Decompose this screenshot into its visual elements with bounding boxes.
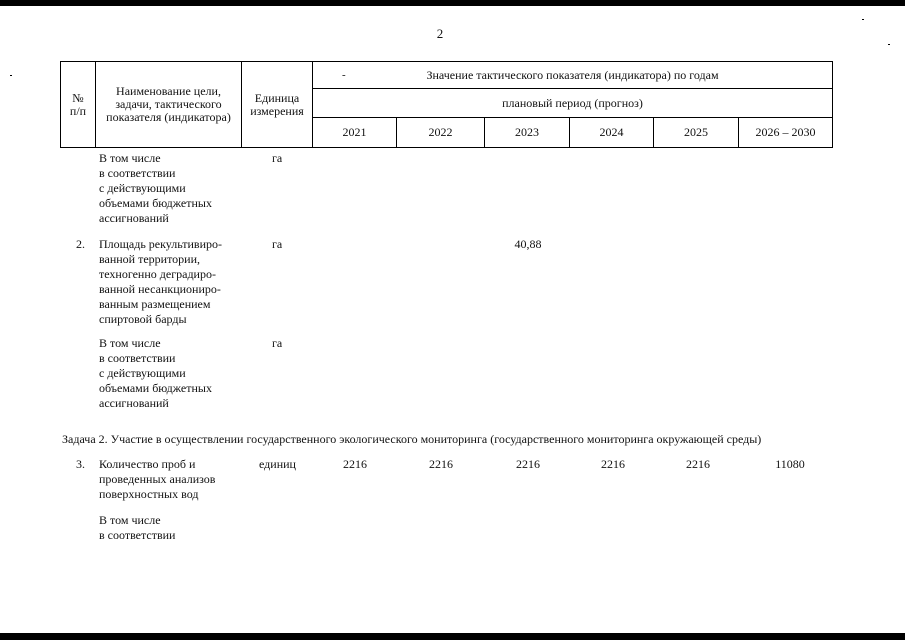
row-name-line: спиртовой барды [99,312,187,326]
row-value-2026-2030: 11080 [775,457,805,471]
row-value-2025: 2216 [686,457,710,471]
row-name-line: проведенных анализов [99,472,216,486]
header-text: Наименование цели, [116,84,221,98]
row-value-2023: 2216 [516,457,540,471]
header-dash: - [342,69,346,81]
header-year: 2025 [654,118,739,148]
header-text: Единица [254,90,300,105]
row-name [99,237,249,327]
row-number: 3. [76,457,85,471]
header-text: показателя (индикатора) [106,110,231,124]
row-name-line: В том числе [99,336,161,350]
row-number: 2. [76,237,85,251]
header-year: 2022 [397,118,485,148]
row-unit: га [272,336,283,350]
row-name [99,513,249,543]
header-year: 2024 [570,118,654,148]
row-name-line: ванной несанкциониро- [99,282,221,296]
row-name-line: В том числе [99,513,161,527]
row-unit: единиц [259,457,296,471]
row-name [99,457,249,502]
header-year: 2026 – 2030 [739,118,833,148]
row-unit: га [272,237,283,251]
header-unit-col [242,62,313,148]
header-number-col [61,62,96,148]
row-name-line: в соответствии [99,351,176,365]
scan-speck [862,19,864,20]
row-name-line: в соответствии [99,528,176,542]
header-text: п/п [69,103,87,118]
row-name-line: объемами бюджетных [99,381,212,395]
header-text: задачи, тактического [115,97,222,111]
row-name-line: с действующими [99,181,186,195]
row-name-line: с действующими [99,366,186,380]
row-name-line: Площадь рекультивиро- [99,237,223,251]
row-name-line: поверхностных вод [99,487,199,501]
row-value-2021: 2216 [343,457,367,471]
table-header [60,61,833,148]
header-values-title: Значение тактического показателя (индикатора) по годам [313,62,833,89]
scan-speck [10,75,12,76]
row-name-line: в соответствии [99,166,176,180]
header-name-col [96,62,242,148]
header-text: № [72,90,84,105]
row-name-line: ассигнований [99,396,169,410]
scan-border-top [0,0,905,6]
page-number: 2 [436,26,444,41]
header-year: 2023 [485,118,570,148]
row-name-line: объемами бюджетных [99,196,212,210]
header-text: измерения [250,103,304,118]
header-year: 2021 [313,118,397,148]
row-name [99,151,249,226]
row-name [99,336,249,411]
row-name-line: ассигнований [99,211,169,225]
scan-border-bottom [0,633,905,640]
row-name-line: Количество проб и [99,457,196,471]
row-name-line: ванным размещением [99,297,211,311]
task-heading: Задача 2. Участие в осуществлении государственного экологического мониторинга (государственного мониторинга окружающей среды) [62,432,762,446]
row-value-2024: 2216 [601,457,625,471]
row-name-line: В том числе [99,151,161,165]
row-name-line: техногенно деградиро- [99,267,216,281]
header-planned-period: плановый период (прогноз) [313,89,833,118]
row-value-2023: 40,88 [514,237,542,251]
scan-speck [888,44,890,45]
row-name-line: ванной территории, [99,252,201,266]
row-unit: га [272,151,283,165]
row-value-2022: 2216 [429,457,453,471]
